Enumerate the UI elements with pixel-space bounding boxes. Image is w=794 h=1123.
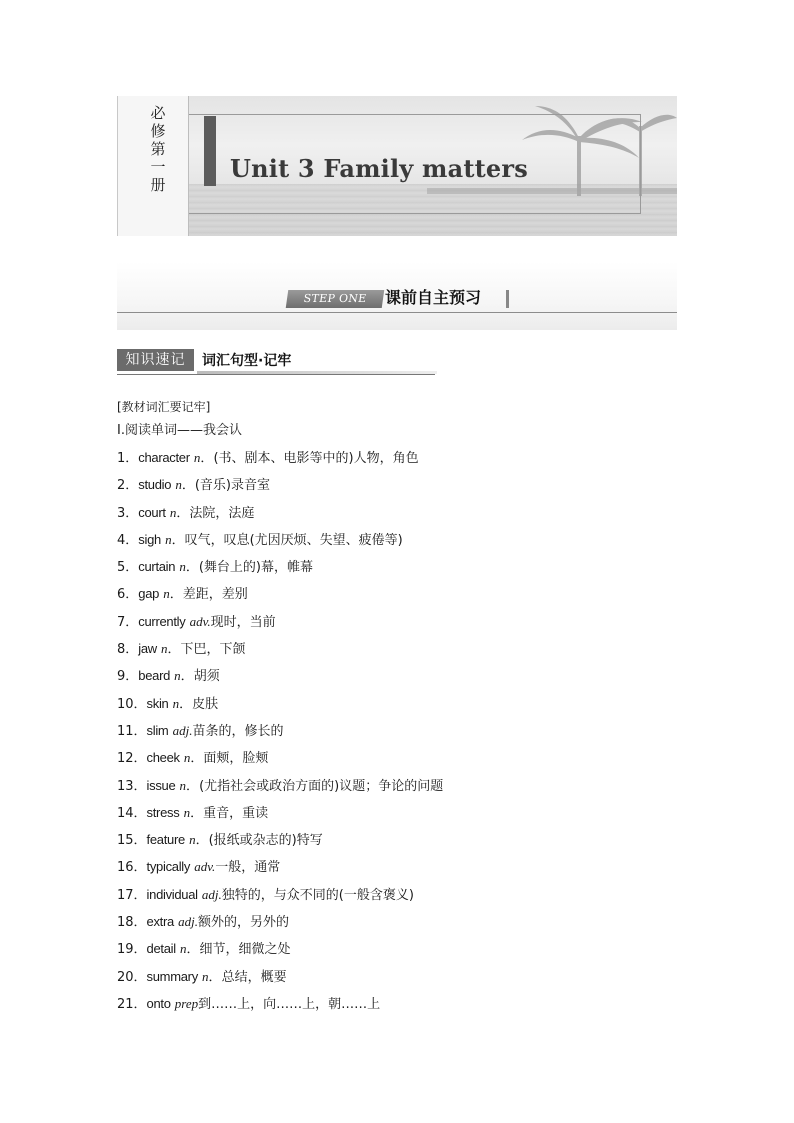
vocab-meaning: (报纸或杂志的)特写	[208, 833, 323, 849]
vocab-separator: ．	[176, 505, 190, 521]
vocab-meaning: 一般，通常	[215, 860, 281, 876]
vocab-separator: ．	[190, 751, 204, 767]
vocab-item	[117, 881, 677, 908]
vocab-meaning: 苗条的，修长的	[192, 723, 284, 739]
vocab-number: 21．	[117, 996, 147, 1012]
volume-label: 必修第一册	[150, 104, 166, 194]
vocab-number: 16．	[117, 860, 147, 876]
knowledge-badge: 知识速记	[117, 349, 194, 371]
vocab-part-of-speech: n	[179, 559, 186, 575]
vocab-number: 6．	[117, 587, 139, 603]
vocab-part-of-speech: adj.	[172, 722, 193, 738]
vocab-meaning: 胡须	[193, 669, 220, 685]
vocab-number: 2．	[117, 478, 139, 494]
vocab-item	[117, 908, 677, 935]
step-title: 课前自主预习	[385, 288, 482, 307]
vocab-separator: ．	[167, 642, 181, 658]
vocab-word: jaw	[138, 641, 157, 657]
vocab-part-of-speech: adj.	[178, 914, 198, 930]
vocab-number: 7．	[117, 614, 139, 630]
vocab-meaning: 独特的，与众不同的(一般含褒义)	[221, 887, 414, 903]
vocab-item	[117, 799, 677, 826]
vocab-number: 5．	[117, 560, 139, 576]
vocab-separator: ．	[169, 587, 183, 603]
vocab-part-of-speech: adj.	[201, 886, 222, 902]
vocab-separator: ．	[180, 669, 194, 685]
vocab-separator: ．	[185, 560, 199, 576]
vocab-word: court	[138, 504, 166, 520]
vocab-part-of-speech: n	[165, 531, 172, 547]
vocab-meaning: (音乐)录音室	[194, 478, 270, 494]
vocab-meaning: (舞台上的)幕，帷幕	[198, 560, 314, 576]
vocab-meaning: 细节，细微之处	[199, 942, 291, 958]
vocab-word: studio	[138, 477, 172, 493]
vocab-meaning: 面颊，脸颊	[203, 751, 269, 767]
vocab-separator: ．	[186, 942, 200, 958]
step-badge: STEP ONE	[286, 290, 385, 308]
section-label: [教材词汇要记牢]	[117, 400, 211, 414]
vocab-item	[117, 935, 677, 962]
vocab-separator: ．	[190, 805, 204, 821]
vocab-list	[117, 444, 677, 1017]
vocab-part-of-speech: n	[183, 750, 191, 766]
vocab-word: curtain	[138, 559, 176, 575]
vocab-item	[117, 608, 677, 635]
vocab-number: 12．	[117, 751, 147, 767]
vocab-part-of-speech: n	[179, 941, 187, 957]
banner-accent-bar	[204, 116, 216, 186]
vocab-number: 18．	[117, 915, 147, 931]
vocab-meaning: (尤指社会或政治方面的)议题；争论的问题	[199, 778, 444, 794]
vocab-part-of-speech: n	[189, 832, 196, 848]
vocab-part-of-speech: n	[193, 450, 201, 465]
vocab-number: 19．	[117, 942, 147, 958]
vocab-part-of-speech: n	[163, 586, 170, 602]
knowledge-title: 词汇句型·记牢	[202, 353, 292, 369]
vocab-item	[117, 717, 677, 744]
vocab-word: currently	[138, 613, 186, 629]
vocab-item	[117, 690, 677, 717]
vocab-separator: ．	[181, 478, 195, 494]
vocab-word: individual	[146, 886, 198, 902]
vocab-meaning: 皮肤	[192, 696, 219, 712]
vocab-number: 20．	[117, 969, 147, 985]
vocab-part-of-speech: n	[172, 695, 180, 711]
vocab-number: 8．	[117, 642, 139, 658]
unit-banner	[117, 96, 677, 236]
vocab-part-of-speech: adv.	[189, 613, 211, 629]
vocab-number: 10．	[117, 696, 147, 712]
vocab-part-of-speech: n	[174, 668, 181, 684]
vocab-word: extra	[146, 914, 174, 930]
vocab-part-of-speech: n	[202, 968, 209, 984]
vocab-part-of-speech: n	[179, 777, 187, 793]
vocab-meaning: 额外的，另外的	[197, 915, 289, 931]
vocab-item	[117, 744, 677, 771]
vocab-item	[117, 662, 677, 689]
vocab-item	[117, 772, 677, 799]
vocab-word: stress	[146, 804, 180, 820]
vocab-meaning: 差距，差别	[182, 587, 248, 603]
vocab-word: sigh	[138, 531, 161, 547]
vocab-item	[117, 444, 677, 471]
vocab-part-of-speech: n	[175, 477, 182, 493]
vocab-separator: ．	[208, 969, 222, 985]
vocab-part-of-speech: n	[169, 504, 177, 520]
vocab-word: beard	[138, 668, 171, 684]
vocab-word: cheek	[146, 750, 180, 766]
vocab-meaning: 法院，法庭	[189, 505, 255, 521]
vocab-meaning: 现时，当前	[210, 614, 276, 630]
vocabulary-section	[117, 396, 677, 1017]
vocab-item	[117, 553, 677, 580]
vocab-word: gap	[138, 586, 160, 602]
vocab-part-of-speech: n	[161, 641, 168, 657]
step-tick	[506, 290, 509, 308]
vocab-item	[117, 580, 677, 607]
vocab-word: feature	[146, 832, 185, 848]
vocab-part-of-speech: prep	[174, 995, 199, 1011]
vocab-word: skin	[146, 695, 169, 711]
vocab-meaning: 下巴，下颌	[180, 642, 246, 658]
vocab-meaning: 叹气，叹息(尤因厌烦、失望、疲倦等)	[184, 532, 403, 548]
vocab-word: character	[138, 450, 190, 465]
vocab-number: 11．	[117, 723, 147, 739]
vocab-item	[117, 635, 677, 662]
knowledge-header	[117, 347, 437, 377]
vocab-separator: ．	[200, 451, 214, 466]
vocab-separator: ．	[179, 696, 193, 712]
step-divider	[117, 312, 677, 313]
vocab-word: summary	[146, 968, 198, 984]
banner-spine	[117, 96, 189, 236]
vocab-item	[117, 990, 677, 1017]
knowledge-underline	[117, 374, 435, 375]
vocab-separator: ．	[171, 532, 185, 548]
vocab-number: 14．	[117, 805, 147, 821]
vocab-number: 1．	[117, 451, 139, 466]
unit-title: Unit 3 Family matters	[230, 154, 528, 183]
vocab-separator: ．	[186, 778, 200, 794]
vocab-meaning: (书、剧本、电影等中的)人物，角色	[213, 451, 419, 466]
vocab-item	[117, 853, 677, 880]
vocab-number: 3．	[117, 505, 139, 521]
vocab-meaning: 重音，重读	[203, 805, 269, 821]
vocab-part-of-speech: n	[183, 804, 191, 820]
vocab-word: onto	[146, 995, 171, 1011]
vocab-meaning: 到……上，向……上，朝……上	[198, 996, 381, 1012]
vocab-number: 13．	[117, 778, 147, 794]
vocab-item	[117, 471, 677, 498]
vocab-word: typically	[146, 859, 191, 875]
vocab-part-of-speech: adv.	[194, 859, 216, 875]
vocab-item	[117, 499, 677, 526]
vocab-number: 9．	[117, 669, 139, 685]
step-header	[117, 262, 677, 330]
vocab-number: 4．	[117, 532, 139, 548]
vocab-item	[117, 826, 677, 853]
vocab-word: slim	[146, 722, 169, 738]
vocab-number: 15．	[117, 833, 147, 849]
vocab-meaning: 总结，概要	[221, 969, 287, 985]
vocab-word: issue	[146, 777, 176, 793]
subsection-label: Ⅰ.阅读单词——我会认	[117, 423, 242, 438]
vocab-word: detail	[146, 941, 176, 957]
vocab-item	[117, 526, 677, 553]
vocab-number: 17．	[117, 887, 147, 903]
vocab-separator: ．	[195, 833, 209, 849]
vocab-item	[117, 963, 677, 990]
